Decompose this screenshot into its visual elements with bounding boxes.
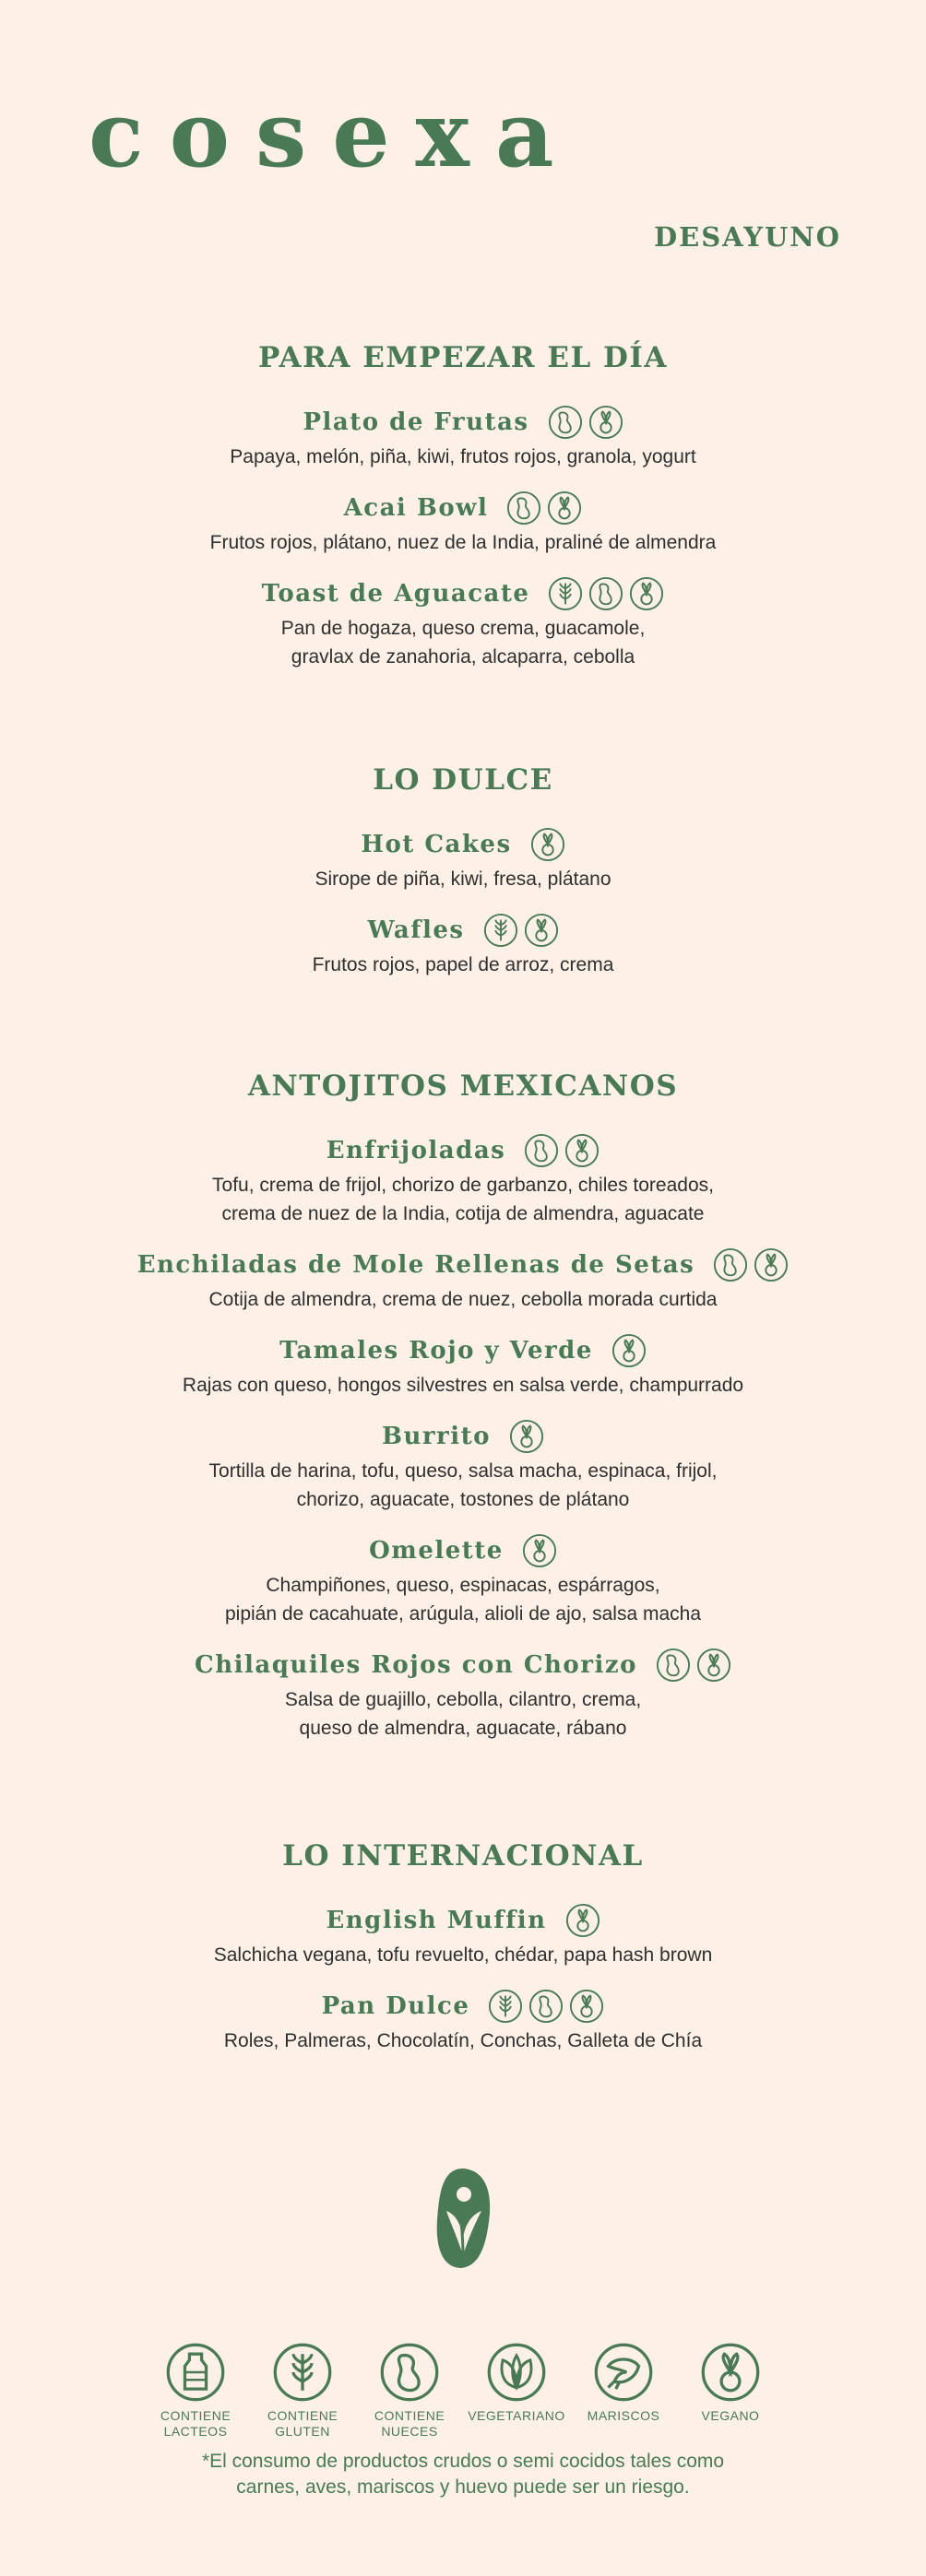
gluten-icon bbox=[488, 1989, 523, 2024]
menu-item-title bbox=[326, 1900, 600, 1941]
menu-item-description: chorizo, aguacate, tostones de plátano bbox=[296, 1489, 630, 1510]
menu-item bbox=[0, 824, 926, 893]
brand-mark-icon bbox=[433, 2167, 493, 2270]
gluten-icon bbox=[249, 2342, 356, 2403]
legend-item bbox=[570, 2342, 677, 2440]
section-title: ANTOJITOS MEXICANOS bbox=[247, 1069, 679, 1103]
menu-item-name: Chilaquiles Rojos con Chorizo bbox=[195, 1651, 637, 1679]
legend-label: LACTEOS bbox=[163, 2424, 228, 2439]
menu-item-description: Sirope de piña, kiwi, fresa, plátano bbox=[315, 869, 611, 890]
menu-item-description: Salsa de guajillo, cebolla, cilantro, crema, bbox=[284, 1689, 642, 1710]
menu-section bbox=[0, 1069, 926, 1759]
nuts-icon bbox=[656, 1648, 691, 1683]
vegan-icon bbox=[588, 405, 623, 440]
menu-item bbox=[0, 1245, 926, 1314]
menu-item-title bbox=[195, 1645, 731, 1685]
legend-item bbox=[356, 2342, 463, 2440]
menu-item-name: Hot Cakes bbox=[361, 831, 512, 858]
menu-item bbox=[0, 1530, 926, 1628]
menu-section bbox=[0, 341, 926, 688]
menu-item-name: Burrito bbox=[381, 1423, 491, 1450]
menu-item bbox=[0, 910, 926, 979]
nuts-icon bbox=[588, 576, 623, 611]
menu-item-title bbox=[262, 573, 665, 614]
legend-label: VEGANO bbox=[701, 2408, 760, 2423]
vegan-icon bbox=[754, 1247, 789, 1282]
menu-item-name: Toast de Aguacate bbox=[261, 580, 530, 608]
vegan-icon bbox=[547, 490, 582, 526]
vegan-icon bbox=[677, 2342, 784, 2403]
menu-item bbox=[0, 1130, 926, 1228]
menu-item bbox=[0, 1330, 926, 1400]
menu-item-description: pipián de cacahuate, arúgula, alioli de ajo, salsa macha bbox=[224, 1603, 701, 1625]
legend-label: CONTIENE bbox=[267, 2408, 338, 2423]
allergen-legend bbox=[0, 2342, 926, 2440]
vegan-icon bbox=[569, 1989, 604, 2024]
vegan-icon bbox=[611, 1333, 647, 1368]
menu-item-name: Plato de Frutas bbox=[303, 408, 529, 436]
note-line: *El consumo de productos crudos o semi cocidos tales como bbox=[201, 2451, 725, 2472]
legend-label: NUECES bbox=[381, 2424, 438, 2439]
section-title: LO INTERNACIONAL bbox=[282, 1839, 644, 1873]
vegan-icon bbox=[524, 913, 559, 948]
menu-item-description: Champiñones, queso, espinacas, espárragos, bbox=[266, 1575, 660, 1596]
menu-item-title bbox=[326, 1130, 600, 1171]
legend-label: VEGETARIANO bbox=[468, 2408, 565, 2423]
dairy-icon bbox=[142, 2342, 249, 2403]
menu-item-description: Salchicha vegana, tofu revuelto, chédar, papa hash brown bbox=[213, 1944, 713, 1966]
menu-item bbox=[0, 1986, 926, 2055]
menu-item-description: Tortilla de harina, tofu, queso, salsa macha, espinaca, frijol, bbox=[208, 1460, 718, 1482]
note-line: carnes, aves, mariscos y huevo puede ser un riesgo. bbox=[236, 2476, 690, 2498]
menu-item-description: Papaya, melón, piña, kiwi, frutos rojos, granola, yogurt bbox=[230, 446, 696, 467]
legend-label: GLUTEN bbox=[275, 2424, 330, 2439]
menu-item-name: Enchiladas de Mole Rellenas de Setas bbox=[137, 1251, 695, 1279]
menu-item-description: Cotija de almendra, crema de nuez, cebolla morada curtida bbox=[208, 1289, 718, 1310]
menu-item-description: Roles, Palmeras, Chocolatín, Conchas, Galleta de Chía bbox=[223, 2030, 703, 2051]
nuts-icon bbox=[548, 405, 583, 440]
menu-item-title bbox=[369, 1530, 557, 1571]
disclaimer-note bbox=[0, 2449, 926, 2500]
menu-item bbox=[0, 488, 926, 557]
menu-item-description: Frutos rojos, papel de arroz, crema bbox=[312, 954, 614, 975]
vegan-icon bbox=[530, 827, 565, 862]
menu-item-title bbox=[367, 910, 558, 951]
section-title: LO DULCE bbox=[373, 763, 553, 797]
nuts-icon bbox=[506, 490, 541, 526]
menu-section bbox=[0, 763, 926, 996]
nuts-icon bbox=[356, 2342, 463, 2403]
legend-item bbox=[677, 2342, 784, 2440]
brand-logo: cosexa bbox=[89, 82, 580, 188]
gluten-icon bbox=[483, 913, 518, 948]
menu-item-title bbox=[137, 1245, 789, 1285]
menu-item-name: Tamales Rojo y Verde bbox=[279, 1337, 593, 1365]
meal-title: DESAYUNO bbox=[653, 221, 841, 253]
menu-item-title bbox=[303, 402, 623, 443]
menu-item-title bbox=[344, 488, 583, 528]
nuts-icon bbox=[524, 1133, 559, 1168]
menu-item bbox=[0, 1900, 926, 1969]
menu-item bbox=[0, 573, 926, 671]
seafood-icon bbox=[570, 2342, 677, 2403]
vegan-icon bbox=[522, 1533, 557, 1568]
vegan-icon bbox=[696, 1648, 731, 1683]
menu-item-name: Wafles bbox=[367, 916, 465, 944]
section-title: PARA EMPEZAR EL DÍA bbox=[258, 341, 668, 374]
menu-item bbox=[0, 1645, 926, 1743]
menu-item-name: English Muffin bbox=[326, 1907, 547, 1934]
menu-item-description: crema de nuez de la India, cotija de almendra, aguacate bbox=[221, 1203, 705, 1224]
menu-item-name: Acai Bowl bbox=[343, 494, 489, 522]
menu-item-title bbox=[382, 1416, 544, 1457]
menu-item-description: Tofu, crema de frijol, chorizo de garbanzo, chiles toreados, bbox=[212, 1175, 714, 1196]
legend-item bbox=[249, 2342, 356, 2440]
menu-item-name: Omelette bbox=[369, 1537, 504, 1565]
menu-item-name: Enfrijoladas bbox=[326, 1137, 506, 1164]
menu-item-title bbox=[322, 1986, 605, 2027]
legend-item bbox=[142, 2342, 249, 2440]
vegan-icon bbox=[509, 1419, 544, 1454]
vegan-icon bbox=[564, 1133, 600, 1168]
menu-item-name: Pan Dulce bbox=[321, 1992, 470, 2020]
menu-item-description: queso de almendra, aguacate, rábano bbox=[299, 1718, 627, 1739]
nuts-icon bbox=[528, 1989, 564, 2024]
legend-label: MARISCOS bbox=[587, 2408, 660, 2423]
vegan-icon bbox=[629, 576, 664, 611]
vegan-icon bbox=[565, 1903, 600, 1938]
menu-item-title bbox=[279, 1330, 647, 1371]
menu-item bbox=[0, 402, 926, 471]
menu-item-title bbox=[361, 824, 564, 865]
nuts-icon bbox=[713, 1247, 748, 1282]
menu-item-description: Rajas con queso, hongos silvestres en salsa verde, champurrado bbox=[182, 1375, 744, 1396]
legend-label: CONTIENE bbox=[160, 2408, 232, 2423]
menu-item-description: Frutos rojos, plátano, nuez de la India, praliné de almendra bbox=[209, 532, 717, 553]
legend-label: CONTIENE bbox=[374, 2408, 445, 2423]
menu-section bbox=[0, 1839, 926, 2072]
menu-item-description: gravlax de zanahoria, alcaparra, cebolla bbox=[291, 646, 635, 668]
menu-item bbox=[0, 1416, 926, 1514]
menu-item-description: Pan de hogaza, queso crema, guacamole, bbox=[280, 618, 646, 639]
vegetarian-icon bbox=[463, 2342, 570, 2403]
gluten-icon bbox=[548, 576, 583, 611]
legend-item bbox=[463, 2342, 570, 2440]
